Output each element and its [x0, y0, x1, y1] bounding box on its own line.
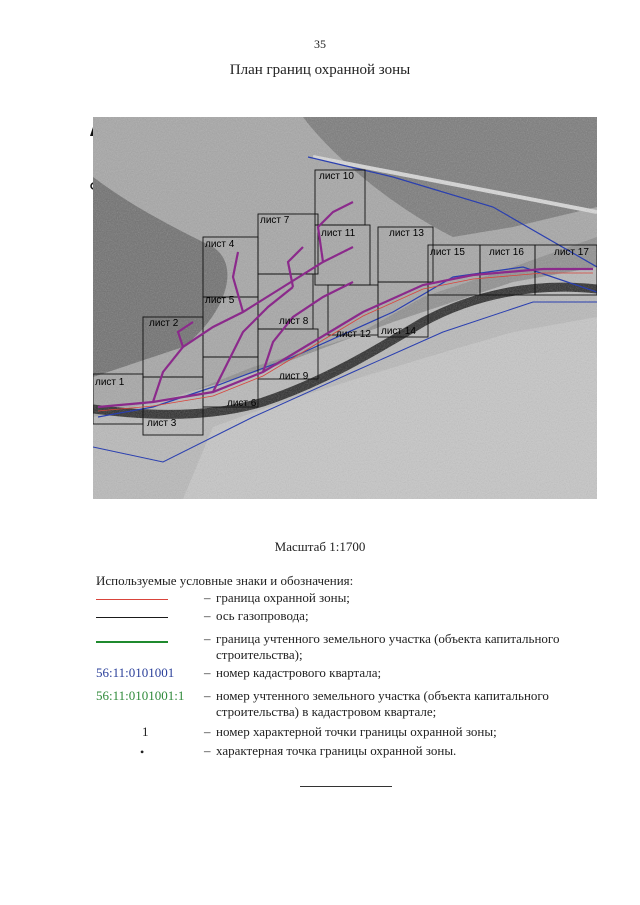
legend-dash: –: [204, 665, 211, 680]
legend-item: [96, 665, 616, 683]
map-sheet-label: лист 14: [381, 326, 416, 337]
map-sheet-label: лист 17: [554, 247, 589, 258]
legend-text: номер учтенного земельного участка (объекта капитального строительства) в кадастровом квартале;: [216, 688, 549, 719]
legend-heading: Используемые условные знаки и обозначения:: [96, 573, 354, 588]
footer-divider: [300, 786, 392, 787]
map-sheet-label: лист 16: [489, 247, 524, 258]
map-sheet-label: лист 11: [321, 228, 356, 239]
legend-dash: –: [204, 631, 211, 646]
map-sheet-label: лист 12: [336, 329, 371, 340]
point-number-sample: 1: [142, 724, 149, 739]
map-sheet-label: лист 13: [389, 228, 424, 239]
legend-text: номер кадастрового квартала;: [216, 665, 382, 680]
legend-dash: –: [204, 724, 211, 739]
cadastral-quarter-number-sample: 56:11:0101001: [96, 665, 175, 680]
legend-dash: –: [204, 608, 211, 623]
page-number: 35: [314, 37, 326, 51]
land-plot-boundary-line-symbol: [96, 641, 168, 643]
map-sheet-label: лист 7: [260, 215, 290, 226]
protection-zone-line-symbol: [96, 599, 168, 600]
legend-dash: –: [204, 590, 211, 605]
map-sheet-label: лист 2: [149, 318, 179, 329]
legend-item: [96, 590, 616, 608]
map-sheet-label: лист 15: [430, 247, 465, 258]
legend-item: [96, 631, 616, 665]
page-title: План границ охранной зоны: [229, 62, 411, 78]
pipeline-axis-line-symbol: [96, 617, 168, 618]
legend-text: характерная точка границы охранной зоны.: [216, 743, 457, 758]
map-sheet-label: лист 5: [205, 295, 235, 306]
legend-item: [96, 688, 616, 722]
land-plot-number-sample: 56:11:0101001:1: [96, 688, 185, 703]
map-sheet-label: лист 4: [205, 239, 235, 250]
legend-dash: –: [204, 688, 211, 703]
legend-text: номер характерной точки границы охранной зоны;: [216, 724, 497, 739]
map-sheet-label: лист 9: [279, 371, 309, 382]
map-sheet-label: лист 8: [279, 316, 309, 327]
boundary-point-dot-icon: •: [140, 745, 145, 759]
legend-text: граница учтенного земельного участка (объекта капитального строительства);: [216, 631, 560, 662]
legend-item: [96, 724, 616, 742]
aerial-map: [93, 117, 597, 499]
legend-dash: –: [204, 743, 211, 758]
legend-item: [96, 743, 616, 761]
legend-item: [96, 608, 616, 626]
map-sheet-label: лист 10: [319, 171, 354, 182]
map-sheet-label: лист 1: [95, 377, 125, 388]
legend-text: граница охранной зоны;: [216, 590, 350, 605]
scale-label: Масштаб 1:1700: [274, 539, 366, 554]
map-sheet-label: лист 6: [227, 398, 257, 409]
map-sheet-label: лист 3: [147, 418, 177, 429]
legend-text: ось газопровода;: [216, 608, 309, 623]
